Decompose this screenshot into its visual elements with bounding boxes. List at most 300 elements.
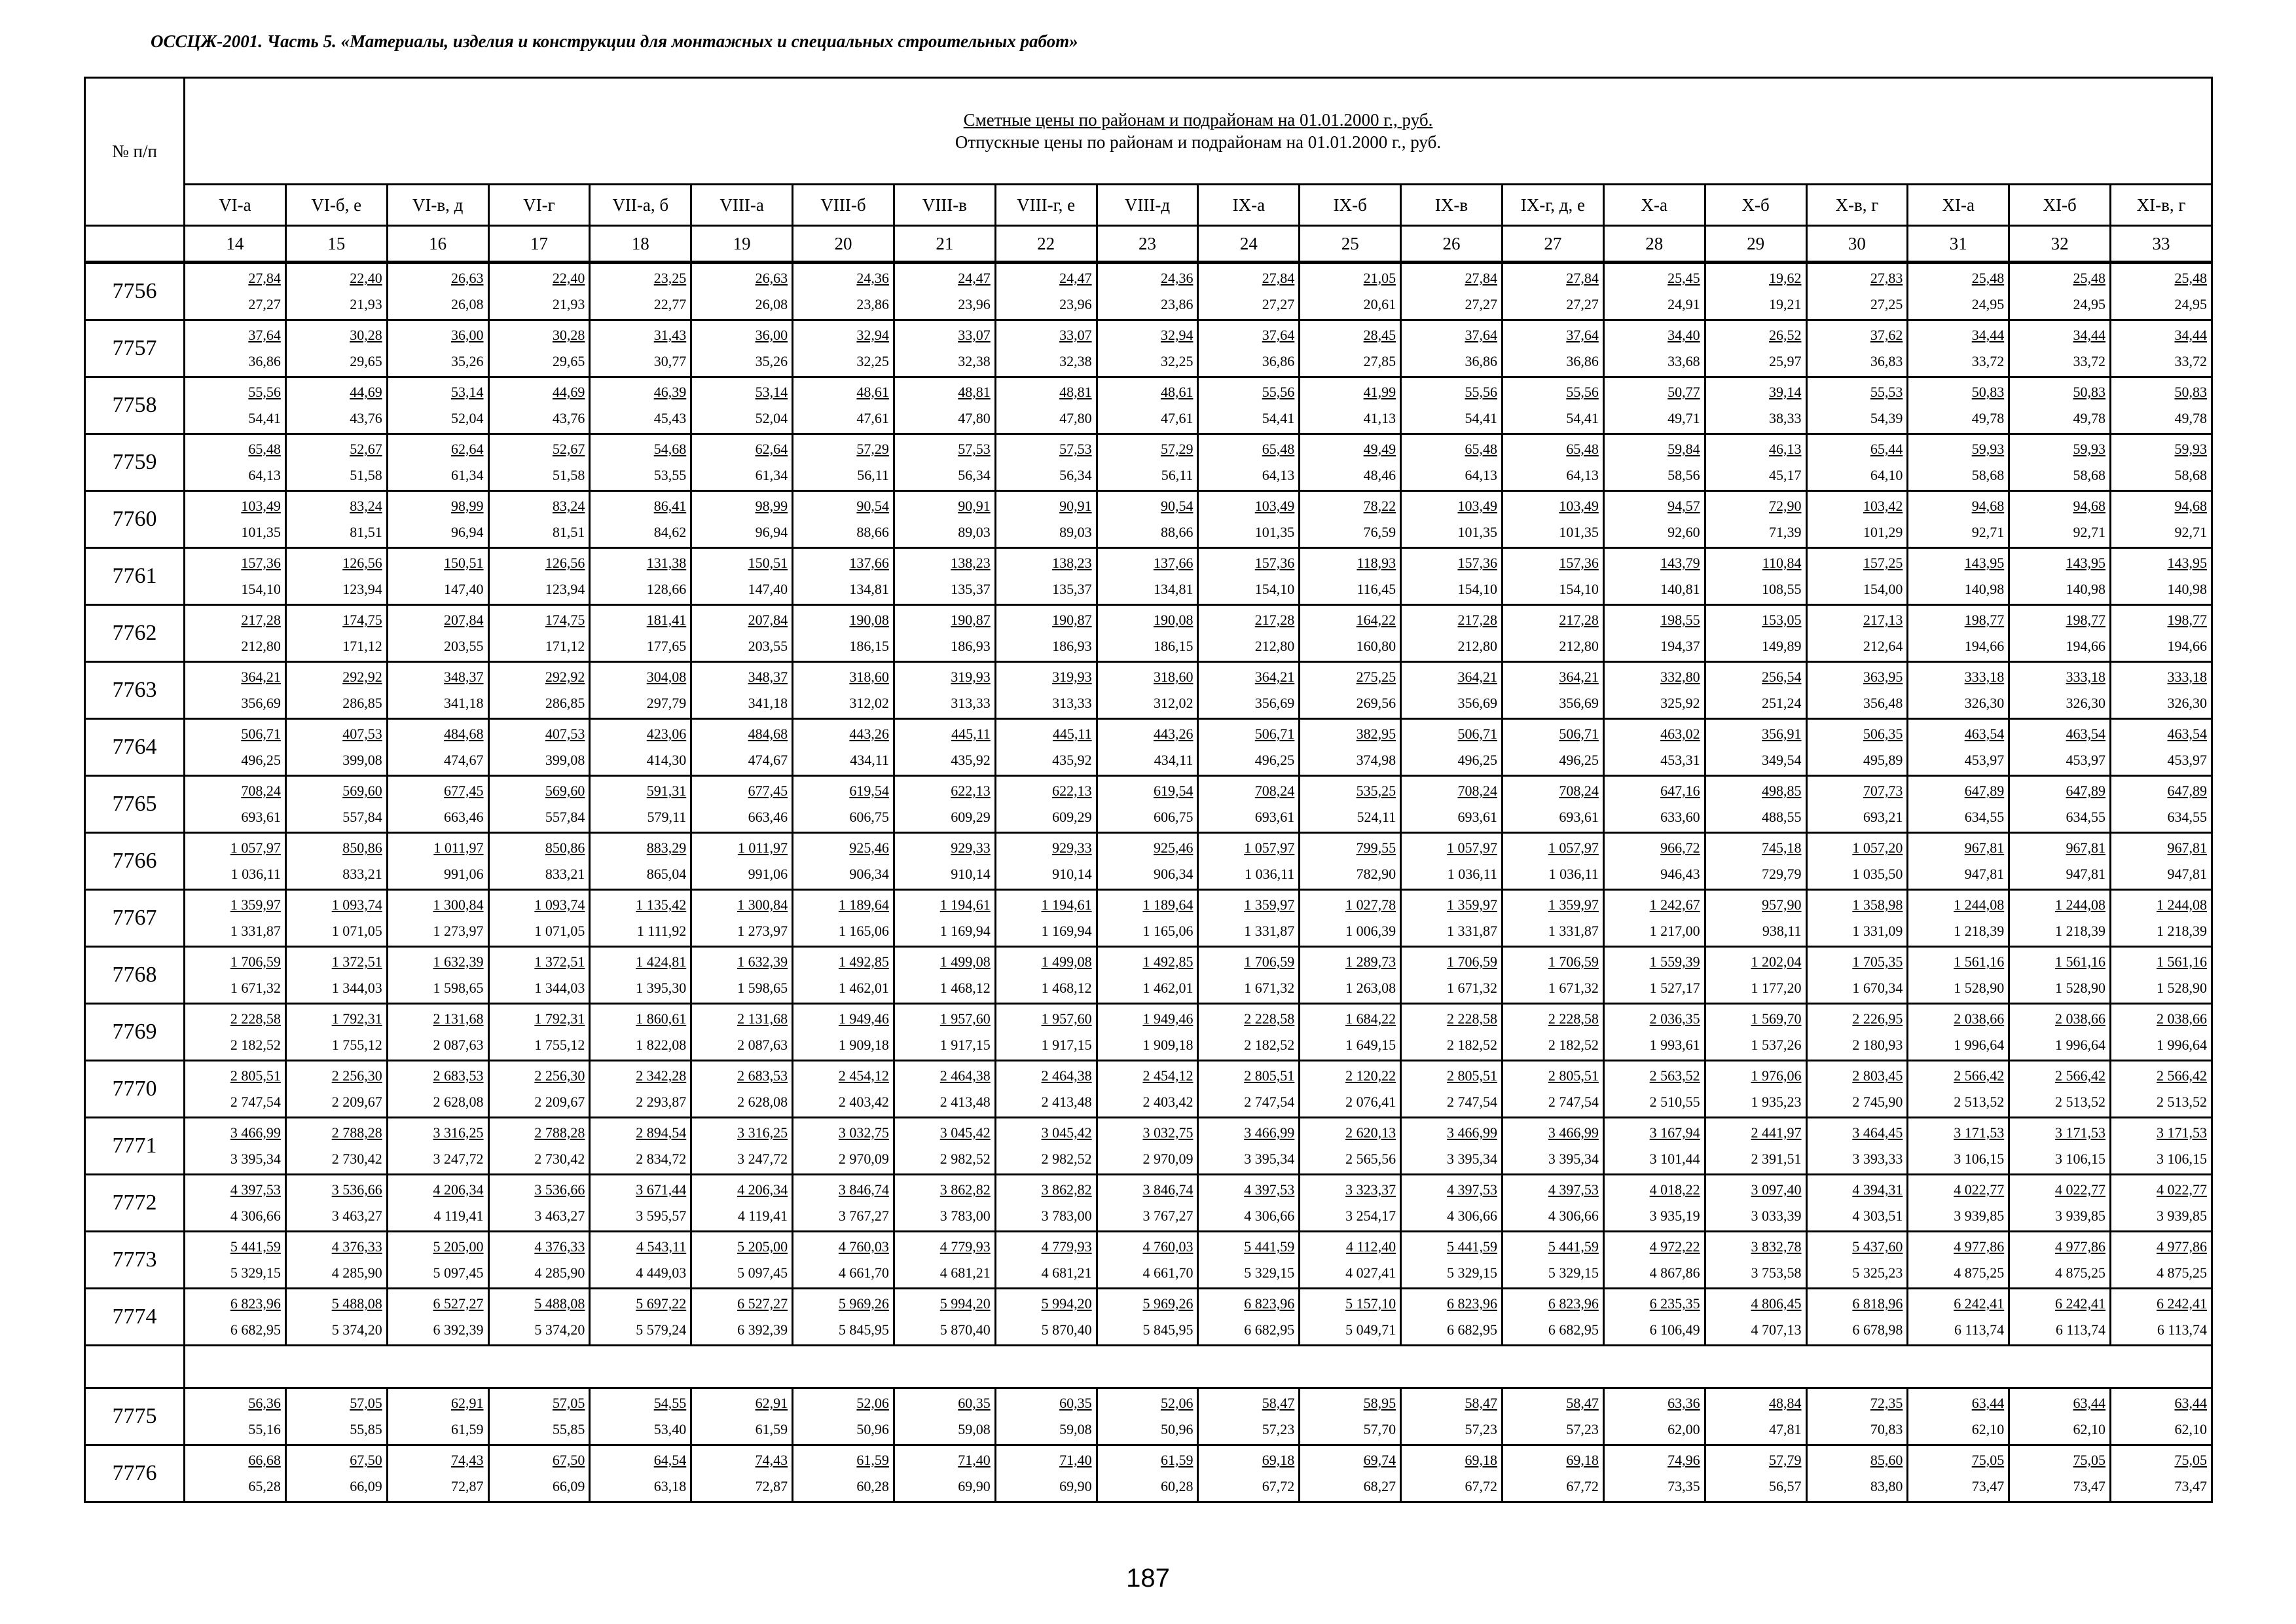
estimate-price: 745,18 — [1762, 840, 1802, 856]
release-price: 6 392,39 — [737, 1321, 788, 1338]
column-index: 22 — [995, 226, 1097, 263]
gap-cell — [85, 1346, 185, 1388]
release-price: 5 845,95 — [838, 1321, 889, 1338]
release-price: 33,72 — [2073, 353, 2106, 369]
release-price: 946,43 — [1660, 866, 1700, 882]
price-cell — [793, 605, 894, 662]
document-header: ОССЦЖ-2001. Часть 5. «Материалы, изделия и конструкции для монтажных и специальных строительных работ» — [151, 31, 1078, 51]
row-number: 7758 — [85, 377, 185, 434]
release-price: 524,11 — [1357, 809, 1396, 825]
estimate-price: 484,68 — [748, 726, 788, 742]
price-cell — [1401, 947, 1503, 1004]
release-price: 65,28 — [248, 1478, 281, 1494]
price-cell — [2111, 776, 2212, 833]
price-cell — [488, 1004, 590, 1061]
release-price: 140,98 — [2066, 581, 2106, 597]
table-row — [85, 1445, 2212, 1502]
release-price: 47,61 — [1160, 410, 1194, 426]
price-cell — [691, 1061, 793, 1118]
release-price: 134,81 — [1153, 581, 1194, 597]
price-cell — [894, 776, 995, 833]
release-price: 2 747,54 — [1244, 1094, 1295, 1110]
estimate-price: 1 561,16 — [2157, 953, 2207, 970]
release-price: 4 867,86 — [1649, 1264, 1700, 1281]
price-cell — [2009, 434, 2111, 491]
estimate-price: 5 157,10 — [1345, 1295, 1396, 1312]
estimate-price: 78,22 — [1363, 498, 1396, 514]
price-cell — [1502, 1118, 1603, 1175]
price-cell — [691, 833, 793, 890]
price-cell — [1705, 1388, 1806, 1445]
release-price: 64,10 — [1870, 467, 1903, 483]
release-price: 60,28 — [1160, 1478, 1194, 1494]
price-cell — [1705, 1004, 1806, 1061]
price-cell — [2111, 1061, 2212, 1118]
price-cell — [995, 1289, 1097, 1346]
column-index: 15 — [285, 226, 387, 263]
estimate-price: 382,95 — [1356, 726, 1396, 742]
price-cell — [793, 1004, 894, 1061]
column-header: IX-в — [1401, 185, 1503, 226]
price-cell — [1300, 833, 1401, 890]
release-price: 45,17 — [1769, 467, 1802, 483]
estimate-price: 118,93 — [1357, 555, 1396, 571]
row-number: 7771 — [85, 1118, 185, 1175]
release-price: 3 463,27 — [331, 1208, 382, 1224]
estimate-price: 1 492,85 — [1142, 953, 1194, 970]
column-index: 32 — [2009, 226, 2111, 263]
release-price: 6 113,74 — [2055, 1321, 2106, 1338]
release-price: 1 169,94 — [939, 923, 991, 939]
price-cell — [1502, 662, 1603, 719]
price-cell — [1097, 1445, 1198, 1502]
price-cell — [1502, 605, 1603, 662]
release-price: 453,97 — [1964, 752, 2005, 768]
price-cell — [995, 491, 1097, 548]
estimate-price: 103,42 — [1863, 498, 1903, 514]
release-price: 140,98 — [2167, 581, 2207, 597]
price-cell — [590, 1118, 691, 1175]
price-cell — [1300, 1061, 1401, 1118]
release-price: 2 982,52 — [939, 1151, 991, 1167]
estimate-price: 157,25 — [1863, 555, 1903, 571]
price-cell — [1908, 491, 2009, 548]
price-cell — [894, 548, 995, 605]
release-price: 24,95 — [2174, 296, 2207, 312]
release-price: 435,92 — [1052, 752, 1092, 768]
estimate-price: 2 563,52 — [1649, 1067, 1700, 1084]
release-price: 326,30 — [1964, 695, 2005, 711]
price-cell — [793, 263, 894, 320]
column-index: 27 — [1502, 226, 1603, 263]
price-cell — [1502, 1289, 1603, 1346]
release-price: 27,27 — [1465, 296, 1497, 312]
price-cell — [691, 263, 793, 320]
release-price: 194,66 — [1964, 638, 2005, 654]
price-cell — [1097, 776, 1198, 833]
estimate-price: 569,60 — [342, 783, 382, 799]
release-price: 1 671,32 — [1244, 980, 1295, 996]
release-price: 36,83 — [1870, 353, 1903, 369]
column-index: 24 — [1198, 226, 1300, 263]
estimate-price: 21,05 — [1363, 270, 1396, 286]
release-price: 4 306,66 — [230, 1208, 281, 1224]
price-cell — [1198, 776, 1300, 833]
price-cell — [387, 434, 488, 491]
estimate-price: 2 805,51 — [230, 1067, 281, 1084]
release-price: 3 393,33 — [1852, 1151, 1903, 1167]
release-price: 341,18 — [444, 695, 484, 711]
price-cell — [894, 263, 995, 320]
release-price: 53,40 — [653, 1421, 687, 1437]
price-cell — [1502, 947, 1603, 1004]
estimate-price: 24,47 — [958, 270, 991, 286]
release-price: 435,92 — [951, 752, 991, 768]
row-number: 7765 — [85, 776, 185, 833]
release-price: 63,18 — [653, 1478, 687, 1494]
estimate-price: 2 228,58 — [1446, 1010, 1497, 1027]
price-cell — [1198, 491, 1300, 548]
estimate-price: 50,83 — [1971, 384, 2005, 400]
price-cell — [590, 947, 691, 1004]
release-price: 41,13 — [1363, 410, 1396, 426]
release-price: 62,00 — [1667, 1421, 1700, 1437]
estimate-price: 5 488,08 — [331, 1295, 382, 1312]
price-cell — [1300, 947, 1401, 1004]
release-price: 66,09 — [350, 1478, 382, 1494]
release-price: 2 747,54 — [1548, 1094, 1599, 1110]
estimate-price: 6 242,41 — [2055, 1295, 2106, 1312]
release-price: 4 875,25 — [1954, 1264, 2005, 1281]
release-price: 313,33 — [1052, 695, 1092, 711]
release-price: 54,41 — [1465, 410, 1497, 426]
release-price: 495,89 — [1863, 752, 1903, 768]
release-price: 203,55 — [444, 638, 484, 654]
row-number: 7775 — [85, 1388, 185, 1445]
estimate-price: 3 466,99 — [1244, 1124, 1295, 1141]
release-price: 29,65 — [552, 353, 585, 369]
estimate-price: 2 454,12 — [838, 1067, 889, 1084]
price-cell — [1806, 491, 1908, 548]
release-price: 693,61 — [241, 809, 281, 825]
price-cell — [2111, 263, 2212, 320]
price-cell — [1502, 434, 1603, 491]
price-cell — [1603, 719, 1705, 776]
release-price: 134,81 — [849, 581, 889, 597]
estimate-price: 1 569,70 — [1751, 1010, 1802, 1027]
release-price: 101,35 — [1254, 524, 1295, 540]
price-cell — [1908, 947, 2009, 1004]
release-price: 356,69 — [1254, 695, 1295, 711]
estimate-price: 50,83 — [2174, 384, 2207, 400]
release-price: 557,84 — [545, 809, 585, 825]
price-cell — [2009, 1388, 2111, 1445]
estimate-price: 94,68 — [2073, 498, 2106, 514]
estimate-price: 62,64 — [451, 441, 484, 457]
release-price: 1 909,18 — [1142, 1037, 1194, 1053]
estimate-price: 63,44 — [2174, 1395, 2207, 1411]
estimate-price: 71,40 — [958, 1452, 991, 1468]
release-price: 59,08 — [958, 1421, 991, 1437]
estimate-price: 24,36 — [856, 270, 889, 286]
estimate-price: 850,86 — [545, 840, 585, 856]
price-cell — [793, 776, 894, 833]
release-price: 1 177,20 — [1751, 980, 1802, 996]
price-cell — [2009, 491, 2111, 548]
estimate-price: 3 536,66 — [331, 1181, 382, 1198]
estimate-price: 48,84 — [1769, 1395, 1802, 1411]
price-cell — [488, 377, 590, 434]
release-price: 89,03 — [958, 524, 991, 540]
price-cell — [793, 377, 894, 434]
release-price: 488,55 — [1762, 809, 1802, 825]
estimate-price: 3 167,94 — [1649, 1124, 1700, 1141]
estimate-price: 57,29 — [1160, 441, 1194, 457]
price-cell — [488, 719, 590, 776]
estimate-price: 333,18 — [2066, 669, 2106, 685]
release-price: 579,11 — [647, 809, 687, 825]
release-price: 3 935,19 — [1649, 1208, 1700, 1224]
estimate-price: 443,26 — [1153, 726, 1194, 742]
estimate-price: 63,36 — [1667, 1395, 1700, 1411]
release-price: 26,08 — [755, 296, 788, 312]
price-cell — [590, 377, 691, 434]
estimate-price: 6 527,27 — [737, 1295, 788, 1312]
price-cell — [1198, 1061, 1300, 1118]
release-price: 606,75 — [1153, 809, 1194, 825]
estimate-price: 5 437,60 — [1852, 1238, 1903, 1255]
estimate-price: 4 206,34 — [737, 1181, 788, 1198]
estimate-price: 27,84 — [1465, 270, 1497, 286]
price-cell — [691, 1175, 793, 1232]
release-price: 135,37 — [951, 581, 991, 597]
release-price: 1 909,18 — [838, 1037, 889, 1053]
release-price: 2 510,55 — [1649, 1094, 1700, 1110]
column-header-row — [85, 185, 2212, 226]
estimate-price: 3 316,25 — [433, 1124, 484, 1141]
release-price: 1 598,65 — [737, 980, 788, 996]
estimate-price: 3 466,99 — [230, 1124, 281, 1141]
price-table-container — [84, 77, 2213, 1503]
estimate-price: 443,26 — [849, 726, 889, 742]
estimate-price: 157,36 — [1457, 555, 1497, 571]
price-cell — [2009, 263, 2111, 320]
release-price: 3 106,15 — [2157, 1151, 2207, 1167]
price-cell — [1908, 1232, 2009, 1289]
price-cell — [1806, 1232, 1908, 1289]
price-cell — [1603, 1289, 1705, 1346]
estimate-price: 2 342,28 — [636, 1067, 687, 1084]
price-cell — [590, 776, 691, 833]
price-cell — [2111, 491, 2212, 548]
table-row — [85, 1289, 2212, 1346]
release-price: 22,77 — [653, 296, 687, 312]
estimate-price: 103,49 — [1559, 498, 1599, 514]
estimate-price: 126,56 — [545, 555, 585, 571]
release-price: 212,64 — [1863, 638, 1903, 654]
price-cell — [488, 548, 590, 605]
estimate-price: 6 823,96 — [1244, 1295, 1295, 1312]
release-price: 1 670,34 — [1852, 980, 1903, 996]
release-price: 286,85 — [545, 695, 585, 711]
estimate-price: 3 032,75 — [1142, 1124, 1194, 1141]
release-price: 5 870,40 — [1041, 1321, 1092, 1338]
price-cell — [2009, 1118, 2111, 1175]
price-cell — [1300, 548, 1401, 605]
price-cell — [387, 1061, 488, 1118]
estimate-price: 1 559,39 — [1649, 953, 1700, 970]
release-price: 73,35 — [1667, 1478, 1700, 1494]
price-cell — [894, 1289, 995, 1346]
price-cell — [1502, 1175, 1603, 1232]
estimate-price: 364,21 — [1254, 669, 1295, 685]
estimate-price: 143,95 — [2167, 555, 2207, 571]
price-cell — [2111, 1118, 2212, 1175]
estimate-price: 26,52 — [1769, 327, 1802, 343]
release-price: 72,87 — [755, 1478, 788, 1494]
price-cell — [995, 1118, 1097, 1175]
estimate-price: 28,45 — [1363, 327, 1396, 343]
estimate-price: 506,71 — [1457, 726, 1497, 742]
release-price: 1 822,08 — [636, 1037, 687, 1053]
estimate-price: 37,62 — [1870, 327, 1903, 343]
release-price: 1 331,87 — [1548, 923, 1599, 939]
release-price: 1 169,94 — [1041, 923, 1092, 939]
release-price: 906,34 — [849, 866, 889, 882]
price-cell — [488, 776, 590, 833]
estimate-price: 157,36 — [241, 555, 281, 571]
price-cell — [995, 263, 1097, 320]
price-cell — [894, 605, 995, 662]
price-cell — [488, 263, 590, 320]
release-price: 57,23 — [1566, 1421, 1599, 1437]
estimate-price: 98,99 — [755, 498, 788, 514]
price-cell — [1300, 776, 1401, 833]
price-cell — [590, 434, 691, 491]
release-price: 3 767,27 — [838, 1208, 889, 1224]
price-cell — [1705, 377, 1806, 434]
price-cell — [2111, 1289, 2212, 1346]
price-cell — [2009, 377, 2111, 434]
price-cell — [793, 320, 894, 377]
price-cell — [2009, 833, 2111, 890]
release-price: 6 113,74 — [2157, 1321, 2207, 1338]
release-price: 5 329,15 — [1446, 1264, 1497, 1281]
column-header: XI-б — [2009, 185, 2111, 226]
estimate-price: 5 441,59 — [230, 1238, 281, 1255]
release-price: 5 870,40 — [939, 1321, 991, 1338]
row-number: 7761 — [85, 548, 185, 605]
release-price: 50,96 — [1160, 1421, 1194, 1437]
price-cell — [185, 1232, 286, 1289]
estimate-price: 883,29 — [646, 840, 687, 856]
release-price: 1 035,50 — [1852, 866, 1903, 882]
estimate-price: 1 492,85 — [838, 953, 889, 970]
price-cell — [1806, 263, 1908, 320]
price-cell — [185, 1118, 286, 1175]
estimate-price: 708,24 — [241, 783, 281, 799]
price-cell — [1502, 719, 1603, 776]
estimate-price: 1 189,64 — [1142, 896, 1194, 913]
estimate-price: 75,05 — [1971, 1452, 2005, 1468]
release-price: 399,08 — [545, 752, 585, 768]
release-price: 3 395,34 — [1548, 1151, 1599, 1167]
estimate-price: 69,18 — [1465, 1452, 1497, 1468]
estimate-price: 1 706,59 — [1548, 953, 1599, 970]
estimate-price: 332,80 — [1660, 669, 1700, 685]
price-cell — [691, 491, 793, 548]
estimate-price: 83,24 — [552, 498, 585, 514]
estimate-price: 929,33 — [1052, 840, 1092, 856]
estimate-price: 4 760,03 — [838, 1238, 889, 1255]
release-price: 101,35 — [1457, 524, 1497, 540]
estimate-price: 3 862,82 — [939, 1181, 991, 1198]
estimate-price: 4 022,77 — [2055, 1181, 2106, 1198]
price-cell — [1401, 1289, 1503, 1346]
estimate-price: 3 171,53 — [1954, 1124, 2005, 1141]
estimate-price: 2 441,97 — [1751, 1124, 1802, 1141]
price-cell — [691, 434, 793, 491]
price-cell — [1908, 776, 2009, 833]
column-index: 20 — [793, 226, 894, 263]
release-price: 833,21 — [342, 866, 382, 882]
estimate-price: 49,49 — [1363, 441, 1396, 457]
price-cell — [1705, 719, 1806, 776]
release-price: 55,85 — [552, 1421, 585, 1437]
release-price: 2 293,87 — [636, 1094, 687, 1110]
estimate-price: 6 242,41 — [2157, 1295, 2207, 1312]
price-cell — [387, 263, 488, 320]
price-cell — [1705, 1232, 1806, 1289]
estimate-price: 708,24 — [1254, 783, 1295, 799]
release-price: 1 331,87 — [230, 923, 281, 939]
price-cell — [2111, 434, 2212, 491]
release-price: 1 917,15 — [1041, 1037, 1092, 1053]
price-cell — [1502, 1388, 1603, 1445]
estimate-price: 217,28 — [1254, 612, 1295, 628]
estimate-price: 65,48 — [1566, 441, 1599, 457]
price-cell — [185, 776, 286, 833]
price-cell — [1401, 1232, 1503, 1289]
estimate-price: 60,35 — [1059, 1395, 1092, 1411]
column-header: X-в, г — [1806, 185, 1908, 226]
estimate-price: 407,53 — [545, 726, 585, 742]
release-price: 1 528,90 — [1954, 980, 2005, 996]
estimate-price: 71,40 — [1059, 1452, 1092, 1468]
estimate-price: 137,66 — [849, 555, 889, 571]
price-cell — [285, 491, 387, 548]
estimate-price: 619,54 — [1153, 783, 1194, 799]
release-price: 58,56 — [1667, 467, 1700, 483]
estimate-price: 90,54 — [856, 498, 889, 514]
release-price: 2 565,56 — [1345, 1151, 1396, 1167]
estimate-price: 27,83 — [1870, 270, 1903, 286]
price-cell — [1603, 1004, 1705, 1061]
price-cell — [1806, 947, 1908, 1004]
estimate-price: 48,61 — [1160, 384, 1194, 400]
estimate-price: 66,68 — [248, 1452, 281, 1468]
price-cell — [285, 1118, 387, 1175]
release-price: 73,47 — [1971, 1478, 2005, 1494]
estimate-price: 57,29 — [856, 441, 889, 457]
price-cell — [488, 947, 590, 1004]
estimate-price: 34,44 — [2174, 327, 2207, 343]
price-cell — [1401, 605, 1503, 662]
price-cell — [387, 776, 488, 833]
price-cell — [387, 890, 488, 947]
price-cell — [1401, 776, 1503, 833]
estimate-price: 4 394,31 — [1852, 1181, 1903, 1198]
